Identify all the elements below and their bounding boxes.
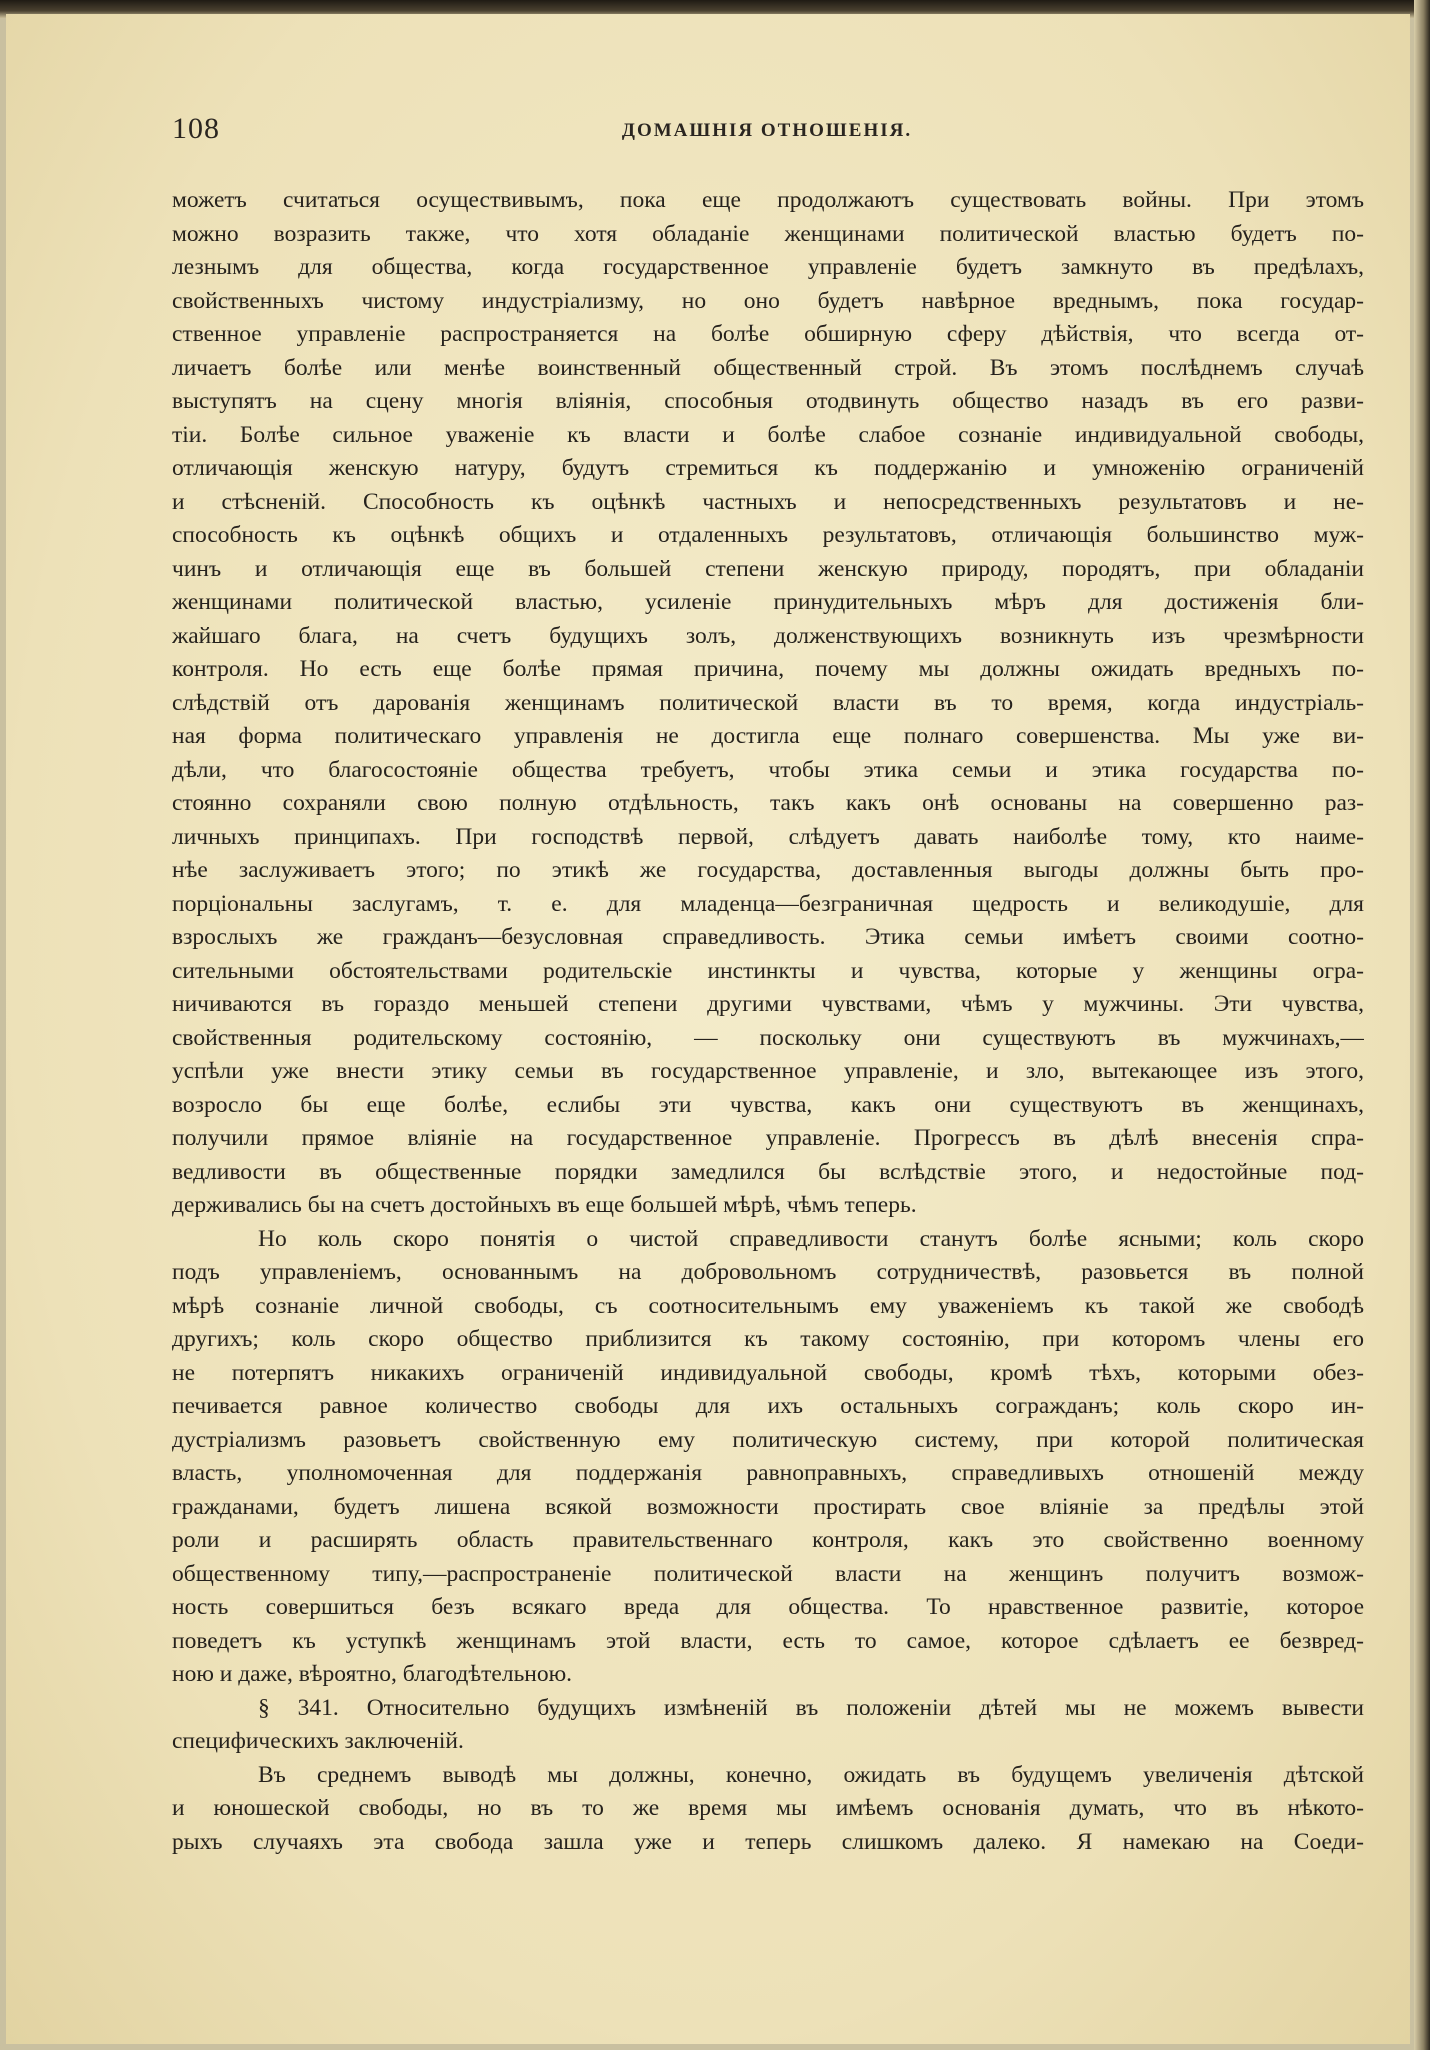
text-line: получили прямое вліяніе на государственное управленіе. Прогрессъ въ дѣлѣ внесенія спра- (172, 1125, 1364, 1151)
text-line: ность совершиться безъ всякаго вреда для общества. То нравственное развитіе, которое (172, 1594, 1364, 1620)
text-line: свойственныхъ чистому индустріализму, но оно будетъ навѣрное вреднымъ, пока государ- (172, 287, 1364, 314)
text-line: выступятъ на сцену многія вліянія, способныя отодвинуть общество назадъ въ его разви- (172, 388, 1364, 414)
text-line: дустріализмъ разовьетъ свойственную ему политическую систему, при которой политическая (172, 1426, 1364, 1453)
text-line: поведетъ къ уступкѣ женщинамъ этой власти, есть то самое, которое сдѣлаетъ ее безвред- (172, 1627, 1364, 1654)
text-line: способность къ оцѣнкѣ общихъ и отдаленныхъ результатовъ, отличающія большинство муж- (172, 522, 1364, 548)
text-line: гражданами, будетъ лишена всякой возможности простирать свое вліяніе за предѣлы этой (172, 1493, 1364, 1520)
text-line: успѣли уже внести этику семьи въ государственное управленіе, и зло, вытекающее изъ этого, (172, 1058, 1364, 1084)
text-line: мѣрѣ сознаніе личной свободы, съ соотносительнымъ ему уваженіемъ къ такой же свободѣ (172, 1292, 1364, 1319)
text-line: отличающія женскую натуру, будутъ стремиться къ поддержанію и умноженію ограниченій (172, 455, 1364, 481)
text-line: роли и расширять область правительственнаго контроля, какъ это свойственно военному (172, 1527, 1364, 1553)
text-line: лезнымъ для общества, когда государственное управленіе будетъ замкнуто въ предѣлахъ, (172, 254, 1364, 280)
scan-edge-right (1414, 0, 1430, 2050)
text-line: рыхъ случаяхъ эта свобода зашла уже и теперь слишкомъ далеко. Я намекаю на Соеди- (172, 1828, 1364, 1855)
text-line: стоянно сохраняли свою полную отдѣльность, такъ какъ онѣ основаны на совершенно раз- (172, 790, 1364, 816)
text-line: порціональны заслугамъ, т. е. для младенца—безграничная щедрость и великодушіе, для (172, 890, 1364, 917)
page-number: 108 (172, 112, 220, 145)
text-line: слѣдствій отъ дарованія женщинамъ политической власти въ то время, когда индустріаль- (172, 689, 1364, 716)
body-text (172, 184, 1364, 1859)
text-line: можетъ считаться осуществивымъ, пока еще продолжаютъ существовать войны. При этомъ (172, 187, 1364, 213)
text-line: контроля. Но есть еще болѣе прямая причина, почему мы должны ожидать вредныхъ по- (172, 656, 1364, 682)
text-line: Въ среднемъ выводѣ мы должны, конечно, ожидать въ будущемъ увеличенія дѣтской (258, 1761, 1364, 1788)
text-line: личаетъ болѣе или менѣе воинственный общественный строй. Въ этомъ послѣднемъ случаѣ (172, 354, 1364, 381)
text-line: держивались бы на счетъ достойныхъ въ еще большей мѣрѣ, чѣмъ теперь. (172, 1192, 917, 1218)
text-line: ная форма политическаго управленія не достигла еще полнаго совершенства. Мы уже ви- (172, 723, 1364, 749)
text-line: жайшаго блага, на счетъ будущихъ золъ, долженствующихъ возникнуть изъ чрезмѣрности (172, 622, 1364, 649)
text-line: возросло бы еще болѣе, еслибы эти чувства, какъ они существуютъ въ женщинахъ, (172, 1091, 1364, 1118)
text-line: ственное управленіе распространяется на болѣе обширную сферу дѣйствія, что всегда от- (172, 321, 1364, 347)
page-header (172, 112, 1362, 152)
running-head: ДОМАШНІЯ ОТНОШЕНІЯ. (621, 120, 913, 141)
text-line: не потерпятъ никакихъ ограниченій индивидуальной свободы, кромѣ тѣхъ, которыми обез- (172, 1359, 1364, 1386)
text-line: личныхъ принципахъ. При господствѣ первой, слѣдуетъ давать наиболѣе тому, кто наиме- (172, 823, 1364, 850)
text-line: свойственныя родительскому состоянію, — поскольку они существуютъ въ мужчинахъ,— (172, 1024, 1364, 1051)
text-line: Но коль скоро понятія о чистой справедливости станутъ болѣе ясными; коль скоро (258, 1225, 1364, 1252)
text-line: ною и даже, вѣроятно, благодѣтельною. (172, 1661, 573, 1687)
text-line: сительными обстоятельствами родительскіе инстинкты и чувства, которые у женщины огра- (172, 957, 1364, 984)
text-line: чинъ и отличающія еще въ большей степени женскую природу, породятъ, при обладаніи (172, 555, 1364, 582)
text-line: печивается равное количество свободы для ихъ остальныхъ согражданъ; коль скоро ин- (172, 1393, 1364, 1419)
text-line: подъ управленіемъ, основаннымъ на добровольномъ сотрудничествѣ, разовьется въ полной (172, 1259, 1364, 1285)
text-line: общественному типу,—распространеніе политической власти на женщинъ получитъ возмож- (172, 1560, 1364, 1587)
text-line: женщинами политической властью, усиленіе принудительныхъ мѣръ для достиженія бли- (172, 589, 1364, 615)
text-line: дѣли, что благосостояніе общества требуетъ, чтобы этика семьи и этика государства по- (172, 756, 1364, 783)
text-line: власть, уполномоченная для поддержанія равноправныхъ, справедливыхъ отношеній между (172, 1460, 1364, 1486)
text-line: и юношеской свободы, но въ то же время мы имѣемъ основанія думать, что въ нѣкото- (172, 1795, 1364, 1821)
text-line: специфическихъ заключеній. (172, 1728, 464, 1754)
text-line: нѣе заслуживаетъ этого; по этикѣ же государства, доставленныя выгоды должны быть про- (172, 857, 1364, 883)
text-line: и стѣсненій. Способность къ оцѣнкѣ частныхъ и непосредственныхъ результатовъ и не- (172, 488, 1364, 515)
text-line: другихъ; коль скоро общество приблизится къ такому состоянію, при которомъ члены его (172, 1326, 1364, 1352)
text-line: § 341. Относительно будущихъ измѣненій въ положеніи дѣтей мы не можемъ вывести (258, 1694, 1364, 1721)
text-line: тіи. Болѣе сильное уваженіе къ власти и болѣе слабое сознаніе индивидуальной свободы, (172, 421, 1364, 448)
text-line: ничиваются въ гораздо меньшей степени другими чувствами, чѣмъ у мужчины. Эти чувства, (172, 991, 1364, 1017)
text-line: взрослыхъ же гражданъ—безусловная справедливость. Этика семьи имѣетъ своими соотно- (172, 924, 1364, 950)
text-line: можно возразить также, что хотя обладаніе женщинами политической властью будетъ по- (172, 220, 1364, 247)
text-line: ведливости въ общественные порядки замедлился бы вслѣдствіе этого, и недостойные под- (172, 1158, 1364, 1185)
